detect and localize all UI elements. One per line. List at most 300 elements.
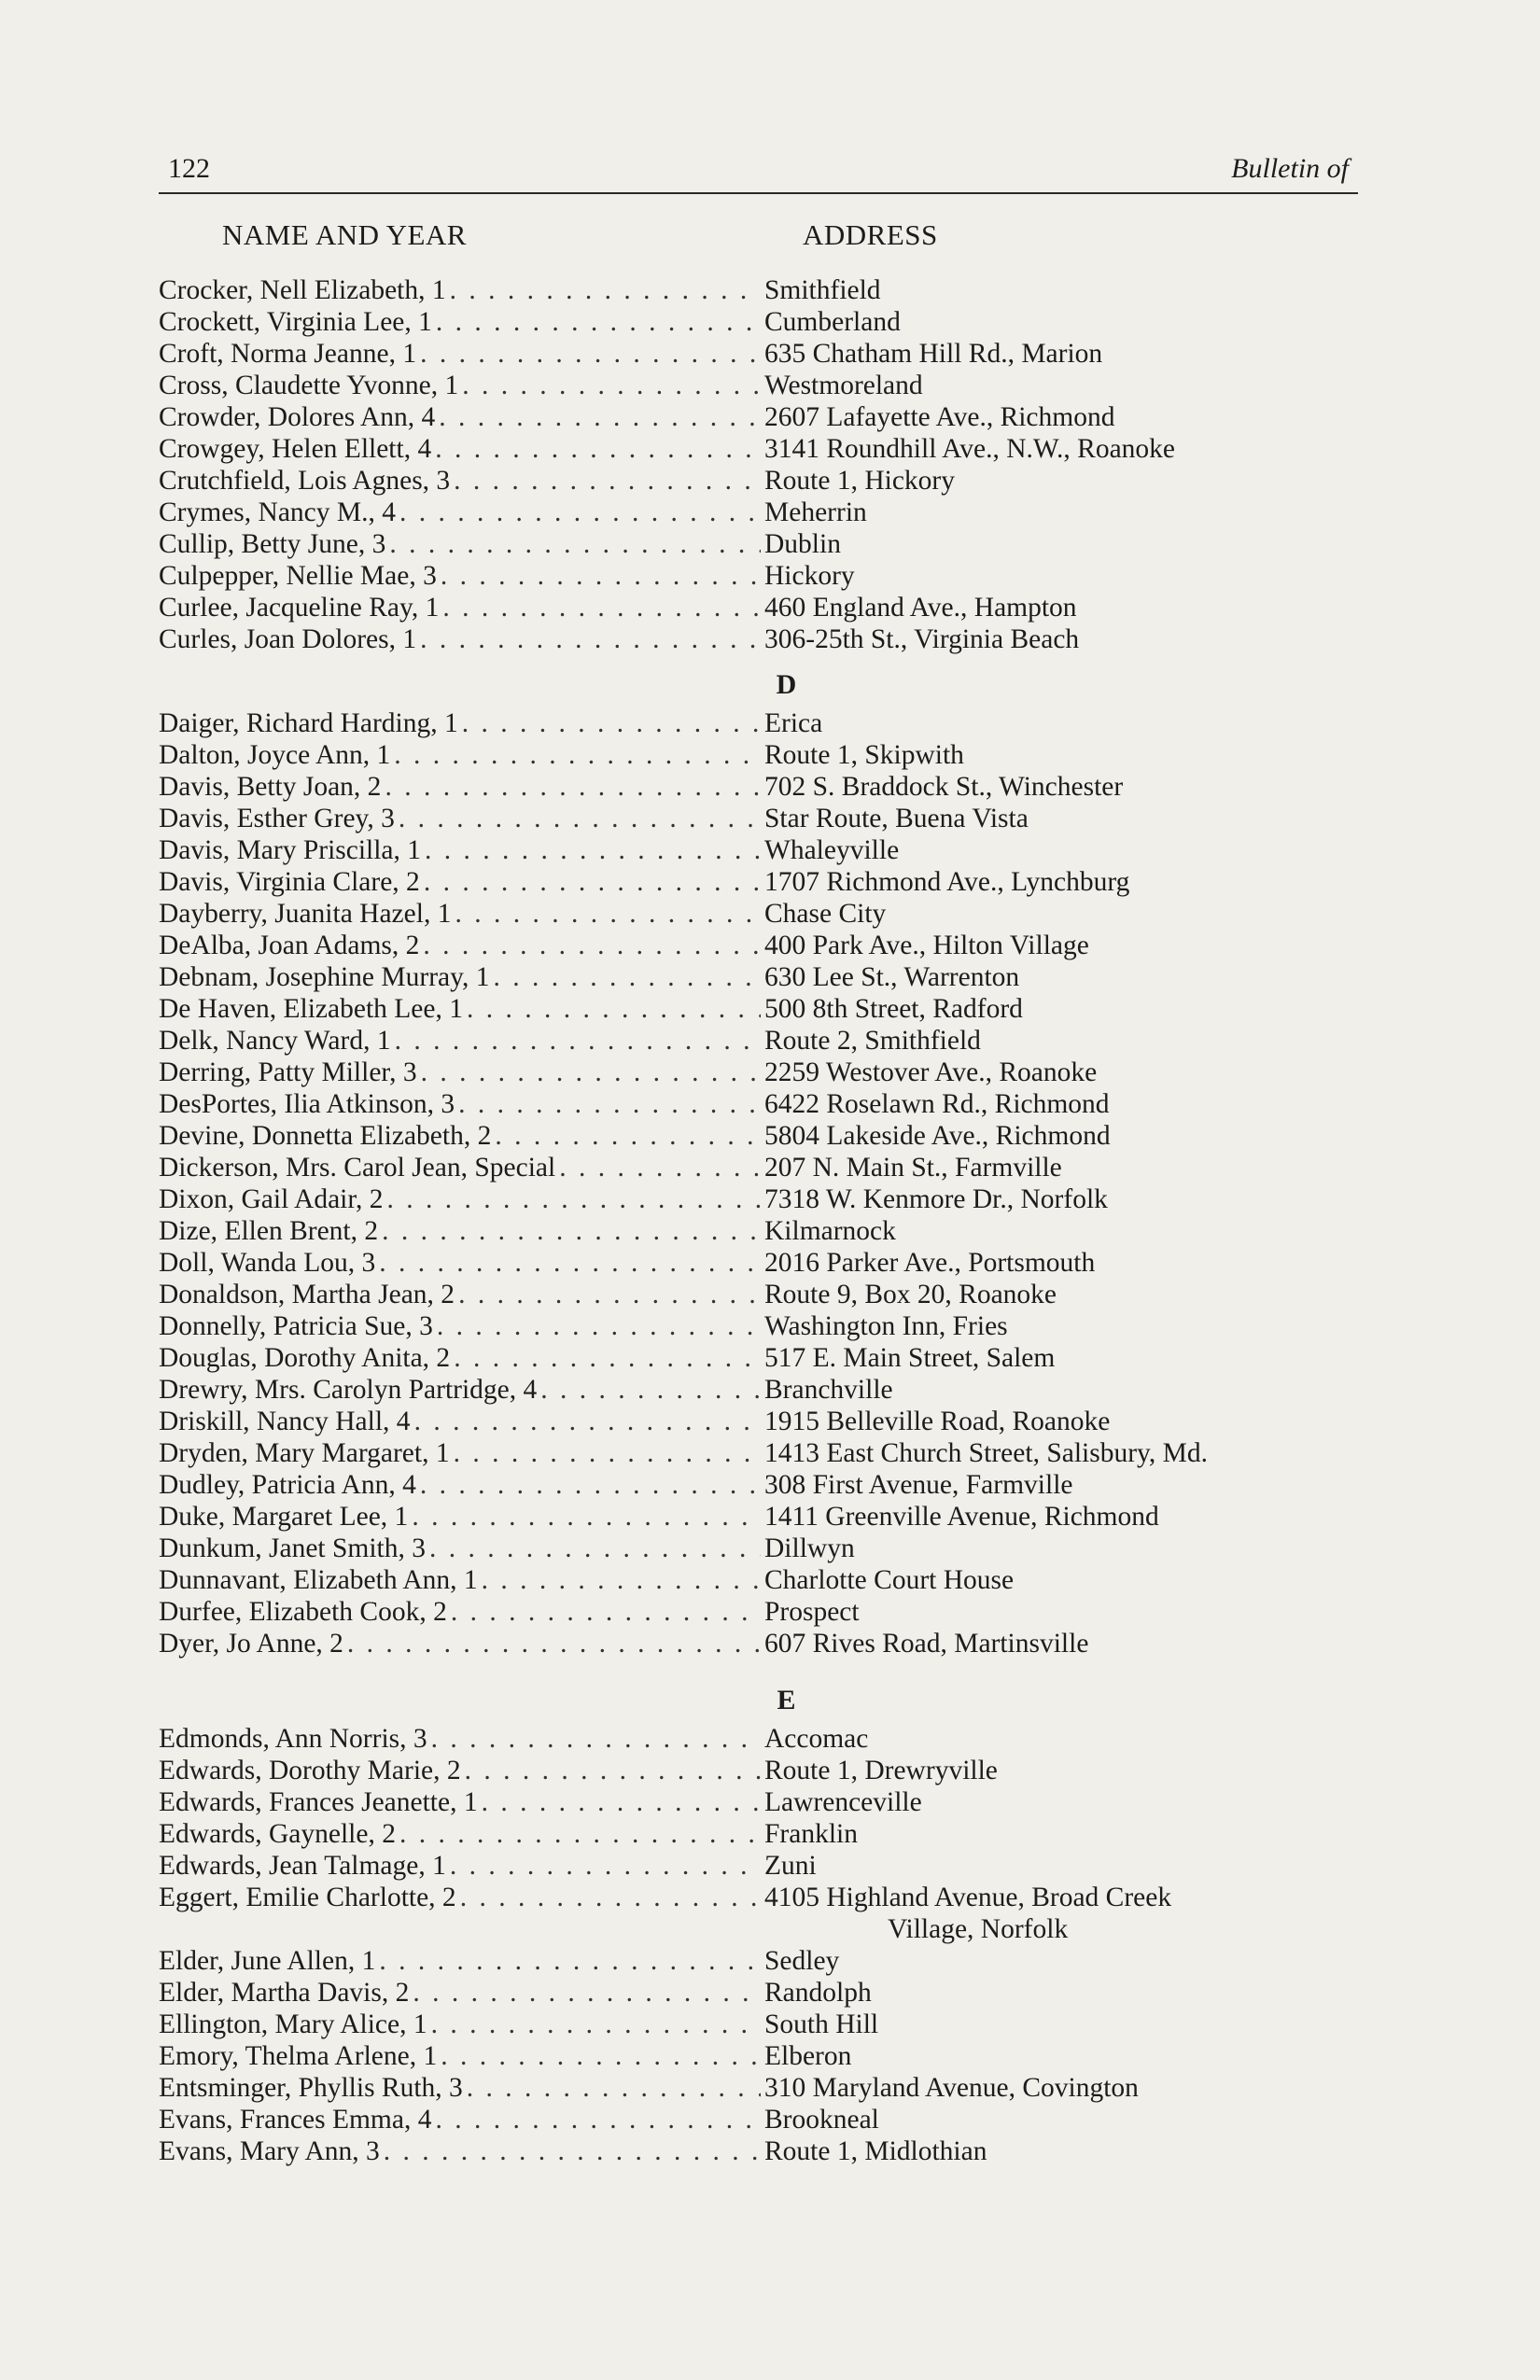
entry-name-cell: [159, 1818, 761, 1850]
entry-name-cell: [159, 560, 761, 592]
entry-address-cell: [761, 274, 1358, 306]
entry-address-cell: [761, 1183, 1358, 1215]
entry-name: DesPortes, Ilia Atkinson, 3: [159, 1089, 455, 1119]
entry-address-cell: [761, 497, 1358, 528]
entry-name: Dunnavant, Elizabeth Ann, 1: [159, 1565, 478, 1595]
directory-entry: [159, 1374, 1358, 1406]
dot-leader: [559, 1152, 761, 1183]
entry-name-cell: [159, 1374, 761, 1406]
entry-name-cell: [159, 338, 761, 370]
entry-name: Dunkum, Janet Smith, 3: [159, 1533, 426, 1563]
entry-name: Davis, Esther Grey, 3: [159, 804, 395, 833]
dot-leader: [451, 1596, 761, 1628]
entry-address-cell: [761, 1882, 1358, 1945]
entry-address: 2016 Parker Ave., Portsmouth: [764, 1248, 1096, 1278]
entry-name-cell: [159, 2040, 761, 2072]
entry-name-cell: [159, 1786, 761, 1818]
entry-address: 4105 Highland Avenue, Broad Creek: [764, 1883, 1172, 1912]
entry-name-cell: [159, 433, 761, 465]
entry-address: 607 Rives Road, Martinsville: [764, 1629, 1089, 1659]
section-c: [159, 274, 1358, 655]
entry-name-cell: [159, 803, 761, 834]
dot-leader: [423, 930, 761, 961]
directory-entry: [159, 1406, 1358, 1437]
column-heading-name: NAME AND YEAR: [222, 218, 467, 251]
directory-entry: [159, 1723, 1358, 1755]
entry-name: Evans, Frances Emma, 4: [159, 2105, 432, 2135]
directory-entry: [159, 2072, 1358, 2104]
entry-name-cell: [159, 1945, 761, 1977]
entry-name-cell: [159, 2135, 761, 2167]
entry-address-cell: [761, 961, 1358, 993]
entry-name: Daiger, Richard Harding, 1: [159, 708, 458, 738]
entry-name: Curles, Joan Dolores, 1: [159, 624, 417, 654]
entry-name: Davis, Mary Priscilla, 1: [159, 835, 422, 865]
entry-address: Randolph: [764, 1978, 872, 2008]
entry-address-cell: [761, 1374, 1358, 1406]
directory-entry: [159, 1120, 1358, 1152]
directory-entry: [159, 2009, 1358, 2040]
dot-leader: [379, 1247, 761, 1279]
entry-address: 207 N. Main St., Farmville: [764, 1153, 1062, 1183]
entry-address: Smithfield: [764, 275, 881, 305]
entry-address-continuation: Village, Norfolk: [888, 1914, 1069, 1944]
entry-name-cell: [159, 1057, 761, 1088]
directory-entry: [159, 497, 1358, 528]
dot-leader: [431, 1723, 761, 1755]
directory-entry: [159, 1564, 1358, 1596]
entry-name: Dixon, Gail Adair, 2: [159, 1184, 384, 1214]
entry-name: Edwards, Jean Talmage, 1: [159, 1851, 446, 1881]
dot-leader: [347, 1628, 761, 1659]
entry-name-cell: [159, 898, 761, 930]
entry-name: DeAlba, Joan Adams, 2: [159, 931, 420, 960]
entry-address-cell: [761, 1628, 1358, 1659]
section-letter-e: E: [777, 1685, 796, 1715]
directory-entry: [159, 560, 1358, 592]
entry-name-cell: [159, 1723, 761, 1755]
entry-address: 1413 East Church Street, Salisbury, Md.: [764, 1438, 1208, 1468]
entry-name: Driskill, Nancy Hall, 4: [159, 1407, 411, 1436]
directory-entry: [159, 1501, 1358, 1533]
dot-leader: [450, 274, 761, 306]
entry-address-cell: [761, 771, 1358, 803]
directory-entry: [159, 1628, 1358, 1659]
directory-entry: [159, 401, 1358, 433]
entry-address: 2607 Lafayette Ave., Richmond: [764, 402, 1115, 432]
entry-name: Delk, Nancy Ward, 1: [159, 1026, 391, 1056]
dot-leader: [454, 1342, 761, 1374]
entry-address: 500 8th Street, Radford: [764, 994, 1023, 1024]
entry-address-cell: [761, 803, 1358, 834]
dot-leader: [455, 898, 761, 930]
entry-address: 702 S. Braddock St., Winchester: [764, 772, 1124, 802]
dot-leader: [431, 2009, 761, 2040]
entry-address-cell: [761, 433, 1358, 465]
dot-leader: [399, 497, 761, 528]
entry-name: Crutchfield, Lois Agnes, 3: [159, 466, 451, 496]
entry-name-cell: [159, 1088, 761, 1120]
entry-name-cell: [159, 1596, 761, 1628]
entry-address: Erica: [764, 708, 823, 738]
entry-address-cell: [761, 1120, 1358, 1152]
entry-address: Branchville: [764, 1375, 893, 1405]
entry-name: Dryden, Mary Margaret, 1: [159, 1438, 450, 1468]
entry-address: Chase City: [764, 899, 887, 929]
entry-address: Washington Inn, Fries: [764, 1311, 1008, 1341]
entry-address-cell: [761, 528, 1358, 560]
entry-name: Dayberry, Juanita Hazel, 1: [159, 899, 452, 929]
entry-name: Crowgey, Helen Ellett, 4: [159, 434, 432, 464]
entry-name: Edwards, Dorothy Marie, 2: [159, 1756, 461, 1785]
entry-name-cell: [159, 1152, 761, 1183]
entry-address-cell: [761, 1088, 1358, 1120]
entry-address: 306-25th St., Virginia Beach: [764, 624, 1080, 654]
entry-address: Zuni: [764, 1851, 817, 1881]
entry-name-cell: [159, 465, 761, 497]
entry-name: Culpepper, Nellie Mae, 3: [159, 561, 437, 591]
dot-leader: [424, 866, 761, 898]
entry-name-cell: [159, 993, 761, 1025]
entry-name: Derring, Patty Miller, 3: [159, 1057, 417, 1087]
entry-address-cell: [761, 1564, 1358, 1596]
dot-leader: [420, 338, 761, 370]
directory-entry: [159, 465, 1358, 497]
section-spacer: [159, 1659, 1358, 1671]
entry-name: Edmonds, Ann Norris, 3: [159, 1724, 427, 1754]
entry-address-cell: [761, 866, 1358, 898]
dot-leader: [379, 1945, 761, 1977]
entry-name: Crymes, Nancy M., 4: [159, 497, 396, 527]
directory-entry: [159, 1977, 1358, 2009]
entry-name: Evans, Mary Ann, 3: [159, 2136, 380, 2166]
dot-leader: [441, 560, 761, 592]
entry-address: Brookneal: [764, 2105, 879, 2135]
entry-name-cell: [159, 1469, 761, 1501]
entry-name: Duke, Margaret Lee, 1: [159, 1502, 409, 1532]
entry-name: Croft, Norma Jeanne, 1: [159, 339, 417, 369]
entry-name: Elder, June Allen, 1: [159, 1946, 376, 1976]
entry-address: Cumberland: [764, 307, 901, 337]
entry-address: Meherrin: [764, 497, 867, 527]
directory-page: [159, 140, 1358, 2167]
directory-entry: [159, 803, 1358, 834]
directory-entry: [159, 1247, 1358, 1279]
directory-entry: [159, 1310, 1358, 1342]
directory-entry: [159, 1850, 1358, 1882]
directory-entry: [159, 707, 1358, 739]
entry-name-cell: [159, 1755, 761, 1786]
directory-entry: [159, 1469, 1358, 1501]
dot-leader: [450, 1850, 761, 1882]
entry-address: 630 Lee St., Warrenton: [764, 962, 1020, 992]
entry-address-cell: [761, 2040, 1358, 2072]
dot-leader: [389, 528, 761, 560]
entry-address: Sedley: [764, 1946, 840, 1976]
dot-leader: [414, 1406, 761, 1437]
entry-address: Dublin: [764, 529, 841, 559]
entry-address: Route 1, Hickory: [764, 466, 956, 496]
directory-entry: [159, 1152, 1358, 1183]
directory-entry: [159, 1882, 1358, 1945]
entry-name: Durfee, Elizabeth Cook, 2: [159, 1597, 447, 1627]
entry-name-cell: [159, 866, 761, 898]
entry-address: 1707 Richmond Ave., Lynchburg: [764, 867, 1130, 897]
directory-entry: [159, 739, 1358, 771]
directory-entry: [159, 1088, 1358, 1120]
column-heading-address: ADDRESS: [803, 218, 938, 251]
dot-leader: [387, 1183, 761, 1215]
entry-name: Donaldson, Martha Jean, 2: [159, 1280, 455, 1309]
entry-name: Davis, Betty Joan, 2: [159, 772, 382, 802]
entry-name: Debnam, Josephine Murray, 1: [159, 962, 490, 992]
entry-address-cell: [761, 1469, 1358, 1501]
dot-leader: [384, 2135, 761, 2167]
entry-name: Elder, Martha Davis, 2: [159, 1978, 410, 2008]
entry-name-cell: [159, 1215, 761, 1247]
dot-leader: [462, 707, 761, 739]
directory-entry: [159, 1279, 1358, 1310]
section-letter-d: D: [776, 669, 797, 700]
entry-address-cell: [761, 1850, 1358, 1882]
dot-leader: [436, 306, 761, 338]
entry-name-cell: [159, 1977, 761, 2009]
dot-leader: [385, 771, 761, 803]
entry-name-cell: [159, 2104, 761, 2135]
directory-entry: [159, 1533, 1358, 1564]
entry-address-cell: [761, 739, 1358, 771]
entry-address: Lawrenceville: [764, 1787, 922, 1817]
dot-leader: [462, 370, 761, 401]
entry-address: 6422 Roselawn Rd., Richmond: [764, 1089, 1110, 1119]
entry-name-cell: [159, 834, 761, 866]
dot-leader: [442, 592, 761, 623]
entry-address-cell: [761, 370, 1358, 401]
directory-entry: [159, 834, 1358, 866]
entry-address: Franklin: [764, 1819, 858, 1849]
entry-address-cell: [761, 2072, 1358, 2104]
entry-address: 400 Park Ave., Hilton Village: [764, 931, 1089, 960]
entry-address: Route 1, Drewryville: [764, 1756, 998, 1785]
directory-entry: [159, 771, 1358, 803]
entry-address: Accomac: [764, 1724, 869, 1754]
entry-address-cell: [761, 1786, 1358, 1818]
directory-entry: [159, 898, 1358, 930]
entry-address-cell: [761, 401, 1358, 433]
entry-address-cell: [761, 306, 1358, 338]
entry-name: Cullip, Betty June, 3: [159, 529, 386, 559]
entry-name-cell: [159, 961, 761, 993]
entry-name-cell: [159, 2072, 761, 2104]
entry-name: Donnelly, Patricia Sue, 3: [159, 1311, 433, 1341]
entry-name-cell: [159, 739, 761, 771]
dot-leader: [435, 433, 761, 465]
entry-address-cell: [761, 592, 1358, 623]
entry-address-cell: [761, 1755, 1358, 1786]
entry-address-cell: [761, 1723, 1358, 1755]
entry-name-cell: [159, 1628, 761, 1659]
entry-address: 1411 Greenville Avenue, Richmond: [764, 1502, 1159, 1532]
directory-entry: [159, 306, 1358, 338]
dot-leader: [458, 1088, 761, 1120]
directory-entry: [159, 1755, 1358, 1786]
entry-name-cell: [159, 1564, 761, 1596]
dot-leader: [460, 1882, 761, 1913]
directory-entry: [159, 1786, 1358, 1818]
entry-address: South Hill: [764, 2009, 879, 2039]
entry-address: 7318 W. Kenmore Dr., Norfolk: [764, 1184, 1108, 1214]
entry-name-cell: [159, 528, 761, 560]
directory-entry: [159, 930, 1358, 961]
section-d: [159, 707, 1358, 1659]
entry-name: Edwards, Gaynelle, 2: [159, 1819, 396, 1849]
dot-leader: [435, 2104, 761, 2135]
entry-name-cell: [159, 1437, 761, 1469]
entry-name-cell: [159, 1406, 761, 1437]
directory-entry: [159, 1437, 1358, 1469]
directory-entry: [159, 623, 1358, 655]
dot-leader: [412, 1501, 761, 1533]
entry-name-cell: [159, 1247, 761, 1279]
dot-leader: [421, 1057, 761, 1088]
entry-address-cell: [761, 2104, 1358, 2135]
entry-name-cell: [159, 497, 761, 528]
entry-address-cell: [761, 1533, 1358, 1564]
entry-name: Dudley, Patricia Ann, 4: [159, 1470, 416, 1500]
entry-name: Emory, Thelma Arlene, 1: [159, 2041, 438, 2071]
directory-entry: [159, 1596, 1358, 1628]
entry-address-cell: [761, 1437, 1358, 1469]
entry-address-cell: [761, 1215, 1358, 1247]
entry-name: Douglas, Dorothy Anita, 2: [159, 1343, 451, 1373]
dot-leader: [413, 1977, 761, 2009]
entry-name-cell: [159, 1501, 761, 1533]
dot-leader: [425, 834, 761, 866]
entry-address-cell: [761, 1501, 1358, 1533]
entry-name: Ellington, Mary Alice, 1: [159, 2009, 427, 2039]
entry-name-cell: [159, 592, 761, 623]
entry-name-cell: [159, 1183, 761, 1215]
entry-address: 5804 Lakeside Ave., Richmond: [764, 1121, 1111, 1151]
entry-address-cell: [761, 1025, 1358, 1057]
dot-leader: [399, 1818, 761, 1850]
entry-address: Kilmarnock: [764, 1216, 896, 1246]
entry-name-cell: [159, 930, 761, 961]
entry-name: Cross, Claudette Yvonne, 1: [159, 371, 459, 400]
entry-address-cell: [761, 1152, 1358, 1183]
dot-leader: [465, 1755, 761, 1786]
entry-name: Eggert, Emilie Charlotte, 2: [159, 1883, 456, 1912]
entry-address: 308 First Avenue, Farmville: [764, 1470, 1073, 1500]
entry-address: 635 Chatham Hill Rd., Marion: [764, 339, 1103, 369]
entry-address: 1915 Belleville Road, Roanoke: [764, 1407, 1111, 1436]
entry-address: Dillwyn: [764, 1533, 855, 1563]
directory-entry: [159, 1215, 1358, 1247]
running-head: Bulletin of: [1231, 153, 1349, 184]
entry-address: Whaleyville: [764, 835, 900, 865]
entry-name-cell: [159, 623, 761, 655]
entry-address-cell: [761, 1818, 1358, 1850]
entry-address-cell: [761, 1342, 1358, 1374]
page-number: 122: [168, 153, 210, 184]
entry-name: Edwards, Frances Jeanette, 1: [159, 1787, 478, 1817]
entry-name: Dickerson, Mrs. Carol Jean, Special: [159, 1153, 556, 1183]
entry-name-cell: [159, 1279, 761, 1310]
entry-address-cell: [761, 2009, 1358, 2040]
entry-address-cell: [761, 1406, 1358, 1437]
entry-name-cell: [159, 771, 761, 803]
entry-name-cell: [159, 370, 761, 401]
dot-leader: [458, 1279, 761, 1310]
entry-address: 2259 Westover Ave., Roanoke: [764, 1057, 1098, 1087]
entry-address-cell: [761, 338, 1358, 370]
dot-leader: [482, 1564, 761, 1596]
entry-address-cell: [761, 465, 1358, 497]
entry-name: Drewry, Mrs. Carolyn Partridge, 4: [159, 1375, 538, 1405]
entry-name-cell: [159, 1025, 761, 1057]
directory-entry: [159, 993, 1358, 1025]
directory-entry: [159, 274, 1358, 306]
directory-entry: [159, 1818, 1358, 1850]
dot-leader: [420, 623, 761, 655]
dot-leader: [495, 1120, 761, 1152]
entry-address-cell: [761, 1279, 1358, 1310]
entry-address: Route 1, Midlothian: [764, 2136, 987, 2166]
dot-leader: [467, 2072, 761, 2104]
entry-address: Westmoreland: [764, 371, 923, 400]
entry-name-cell: [159, 1310, 761, 1342]
entry-address-cell: [761, 898, 1358, 930]
entry-name-cell: [159, 1120, 761, 1152]
entry-name-cell: [159, 401, 761, 433]
column-headings: [159, 218, 1358, 265]
directory-entries: [159, 274, 1358, 2167]
entry-name: Dyer, Jo Anne, 2: [159, 1629, 343, 1659]
dot-leader: [454, 1437, 761, 1469]
dot-leader: [482, 1786, 761, 1818]
directory-entry: [159, 370, 1358, 401]
entry-address: 517 E. Main Street, Salem: [764, 1343, 1056, 1373]
directory-entry: [159, 866, 1358, 898]
dot-leader: [382, 1215, 761, 1247]
entry-name: Curlee, Jacqueline Ray, 1: [159, 593, 440, 623]
entry-address: Elberon: [764, 2041, 852, 2071]
entry-address: Charlotte Court House: [764, 1565, 1015, 1595]
entry-address-cell: [761, 1310, 1358, 1342]
dot-leader: [540, 1374, 761, 1406]
entry-address-cell: [761, 2135, 1358, 2167]
dot-leader: [399, 803, 761, 834]
dot-leader: [493, 961, 761, 993]
entry-address: 310 Maryland Avenue, Covington: [764, 2073, 1139, 2103]
entry-name: Crowder, Dolores Ann, 4: [159, 402, 436, 432]
directory-entry: [159, 2104, 1358, 2135]
entry-address: Route 9, Box 20, Roanoke: [764, 1280, 1057, 1309]
page-header: [159, 140, 1358, 194]
entry-name: Devine, Donnetta Elizabeth, 2: [159, 1121, 492, 1151]
entry-name-cell: [159, 1850, 761, 1882]
entry-address-cell: [761, 834, 1358, 866]
dot-leader: [441, 2040, 761, 2072]
entry-name-cell: [159, 2009, 761, 2040]
directory-entry: [159, 1342, 1358, 1374]
entry-address-cell: [761, 1977, 1358, 2009]
entry-address-cell: [761, 930, 1358, 961]
entry-name: De Haven, Elizabeth Lee, 1: [159, 994, 463, 1024]
entry-address-cell: [761, 560, 1358, 592]
entry-address-cell: [761, 1596, 1358, 1628]
entry-address: Prospect: [764, 1597, 860, 1627]
